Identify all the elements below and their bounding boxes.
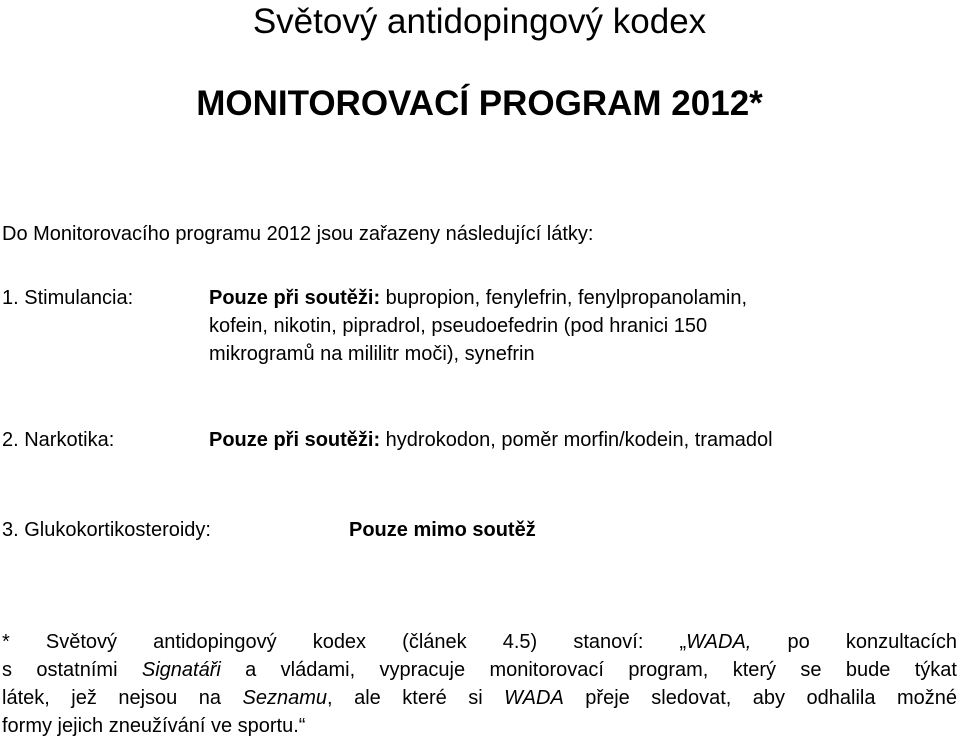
- category-3-label: 3. Glukokortikosteroidy:: [2, 519, 211, 541]
- footnote: [2, 628, 957, 740]
- category-2-text-1: hydrokodon, poměr morfin/kodein, tramadol: [380, 429, 773, 451]
- footnote-text: , ale které si: [327, 687, 505, 709]
- footnote-line-1: [2, 628, 957, 656]
- program-title: MONITOROVACÍ PROGRAM 2012*: [196, 84, 763, 123]
- footnote-text: přeje sledovat, aby odhalila možné: [563, 687, 957, 709]
- category-3-qualifier: Pouze mimo soutěž: [349, 519, 536, 541]
- category-2-qualifier: Pouze při soutěži:: [209, 429, 381, 451]
- category-1-text-1: bupropion, fenylefrin, fenylpropanolamin,: [380, 287, 748, 309]
- category-1-line-2: kofein, nikotin, pipradrol, pseudoefedrin (pod hranici 150: [209, 315, 708, 337]
- footnote-wada: WADA: [504, 687, 564, 709]
- category-2-label: 2. Narkotika:: [2, 429, 115, 451]
- footnote-text: * Světový antidopingový kodex (článek 4.5) stanoví: „: [2, 631, 687, 653]
- category-2-line-1: [209, 426, 773, 454]
- footnote-line-2: [2, 656, 957, 684]
- footnote-line-4: formy jejich zneužívání ve sportu.“: [2, 715, 306, 737]
- category-1-line-3: mikrogramů na mililitr moči), synefrin: [209, 343, 535, 365]
- document-title: Světový antidopingový kodex: [252, 2, 707, 41]
- footnote-text: a vládami, vypracuje monitorovací program, který se bude týkat: [220, 659, 957, 681]
- footnote-line-3: [2, 684, 957, 712]
- footnote-seznam: Seznamu: [242, 687, 328, 709]
- footnote-signatari: Signatáři: [141, 659, 221, 681]
- category-1-line-1: [209, 284, 747, 312]
- intro-text: Do Monitorovacího programu 2012 jsou zařazeny následující látky:: [2, 223, 594, 245]
- footnote-text: po konzultacích: [751, 631, 958, 653]
- footnote-wada: WADA,: [686, 631, 752, 653]
- category-1-label: 1. Stimulancia:: [2, 287, 134, 309]
- footnote-text: s ostatními: [2, 659, 142, 681]
- footnote-text: látek, jež nejsou na: [2, 687, 243, 709]
- category-3-line-1: [349, 516, 536, 544]
- category-1-qualifier: Pouze při soutěži:: [209, 287, 381, 309]
